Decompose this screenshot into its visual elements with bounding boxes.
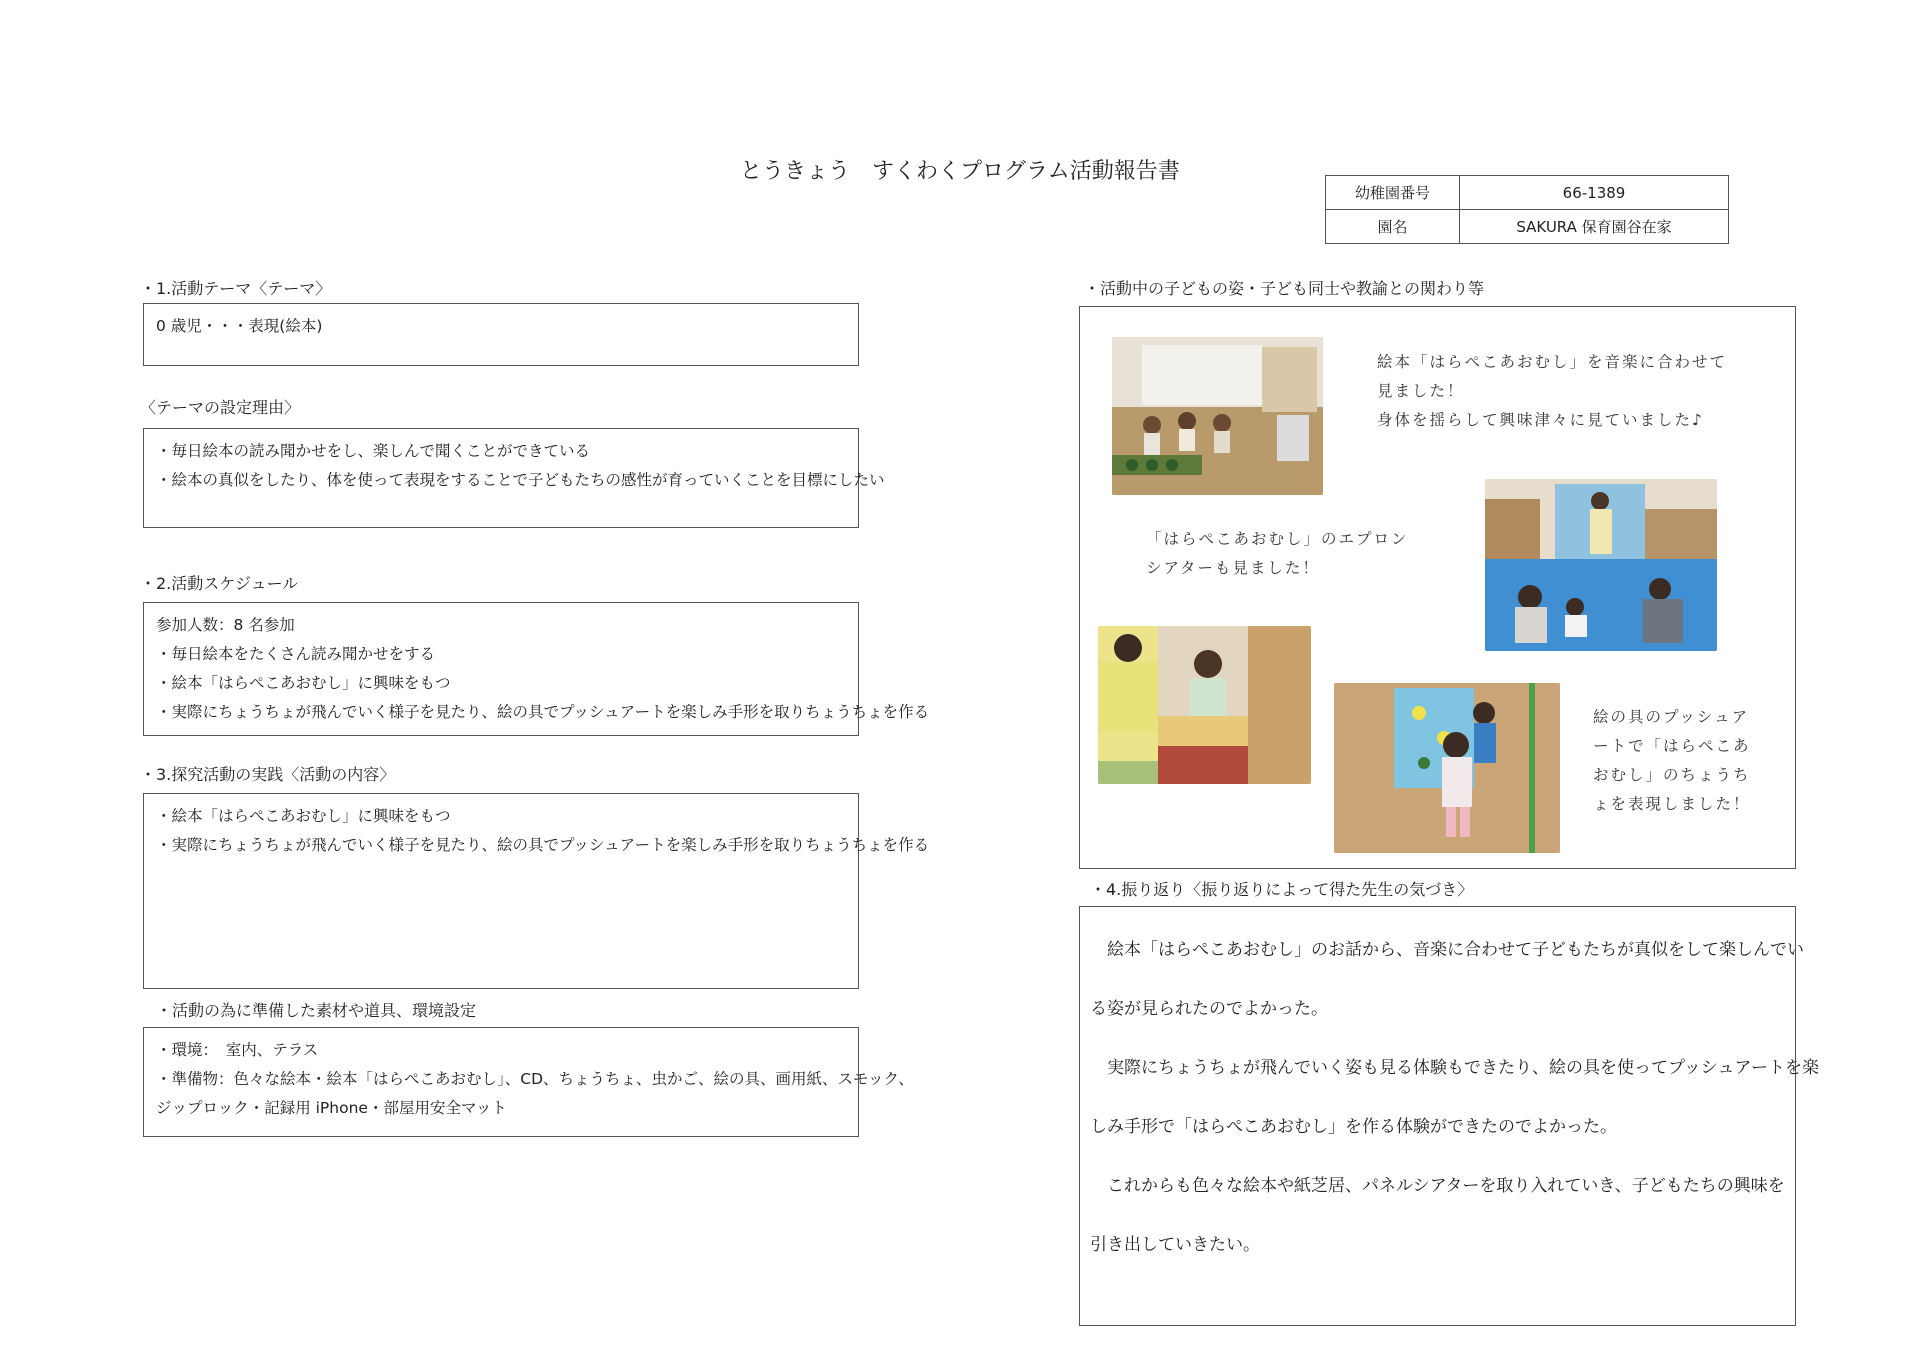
schedule-box [143,602,930,736]
table-row [1326,210,1729,244]
practice-line: ・絵本「はらぺこあおむし」に興味をもつ [156,807,451,825]
reason-heading: 〈テーマの設定理由〉 [140,398,301,417]
practice-box [143,793,930,989]
caption-line: ートで「はらぺこあ [1593,737,1751,755]
theme-box [143,303,859,366]
reflection-line: これからも色々な絵本や紙芝居、パネルシアターを取り入れていき、子どもたちの興味を [1090,1176,1785,1196]
schedule-line: 参加人数：8 名参加 [156,616,295,634]
reflection-line: しみ手形で「はらぺこあおむし」を作る体験ができたのでよかった。 [1090,1117,1617,1137]
theme-text: 0 歳児・・・表現(絵本) [156,317,323,335]
caption-line: 絵の具のプッシュア [1593,708,1750,726]
materials-box [143,1027,914,1137]
kindergarten-number-label: 幼稚園番号 [1326,176,1460,210]
table-row [1326,176,1729,210]
materials-line: ジップロック・記録用 iPhone・部屋用安全マット [156,1099,507,1117]
schedule-line: ・実際にちょうちょが飛んでいく様子を見たり、絵の具でプッシュアートを楽しみ手形を取りちょうちょを作る [156,703,930,721]
practice-heading: ・3.探究活動の実践〈活動の内容〉 [140,765,396,784]
schedule-line: ・絵本「はらぺこあおむし」に興味をもつ [156,674,451,692]
children-heading: ・活動中の子どもの姿・子ども同士や教諭との関わり等 [1084,279,1485,298]
reflection-line: 実際にちょうちょが飛んでいく姿も見る体験もできたり、絵の具を使ってプッシュアートを楽 [1090,1058,1819,1078]
caption-line: シアターも見ました！ [1146,559,1320,577]
reason-line: ・絵本の真似をしたり、体を使って表現をすることで子どもたちの感性が育っていくことを目標にしたい [156,471,885,489]
caption-line: 「はらぺこあおむし」のエプロン [1146,530,1409,548]
reflection-box [1079,906,1819,1326]
kindergarten-name-label: 園名 [1326,210,1460,244]
reason-line: ・毎日絵本の読み聞かせをし、楽しんで聞くことができている [156,442,591,460]
photo-wall-butterflies [1334,683,1560,853]
reflection-line: 絵本「はらぺこあおむし」のお話から、音楽に合わせて子どもたちが真似をして楽しんでい [1090,940,1804,960]
schedule-heading: ・2.活動スケジュール [140,574,299,593]
materials-line: ・環境： 室内、テラス [156,1041,319,1059]
reason-box [143,428,885,528]
kindergarten-number-value: 66-1389 [1460,176,1729,210]
materials-heading: ・活動の為に準備した素材や道具、環境設定 [156,1001,477,1020]
materials-line: ・準備物：色々な絵本・絵本「はらぺこあおむし」、CD、ちょうちょ、虫かご、絵の具、画用紙、スモック、 [156,1070,914,1088]
practice-line: ・実際にちょうちょが飛んでいく様子を見たり、絵の具でプッシュアートを楽しみ手形を取りちょうちょを作る [156,836,930,854]
caption-line: 絵本「はらぺこあおむし」を音楽に合わせて [1377,353,1728,371]
photo-hand-painting [1098,626,1311,784]
caption-push-art [1593,703,1751,819]
kindergarten-name-value: SAKURA 保育園谷在家 [1460,210,1729,244]
schedule-line: ・毎日絵本をたくさん読み聞かせをする [156,645,436,663]
caption-apron-theater [1146,525,1409,583]
reflection-heading: ・4.振り返り〈振り返りによって得た先生の気づき〉 [1090,880,1474,899]
caption-reading-music [1377,348,1727,435]
photo-hand-painting-image [1098,626,1311,784]
photo-apron-theater [1485,479,1717,651]
caption-line: おむし」のちょうち [1593,766,1751,784]
reflection-line: る姿が見られたのでよかった。 [1090,999,1328,1019]
photo-wall-butterflies-image [1334,683,1560,853]
photo-apron-theater-image [1485,479,1717,651]
theme-heading: ・1.活動テーマ〈テーマ〉 [140,279,332,298]
kindergarten-info-table [1325,175,1729,244]
caption-line: 見ました！ [1377,382,1465,400]
caption-line: ょを表現しました！ [1593,795,1751,813]
photo-classroom-reading-image [1112,337,1323,495]
photo-classroom-reading [1112,337,1323,495]
reflection-line: 引き出していきたい。 [1090,1235,1260,1255]
report-title: とうきょう すくわくプログラム活動報告書 [740,159,1180,184]
caption-line: 身体を揺らして興味津々に見ていました♪ [1377,411,1704,429]
